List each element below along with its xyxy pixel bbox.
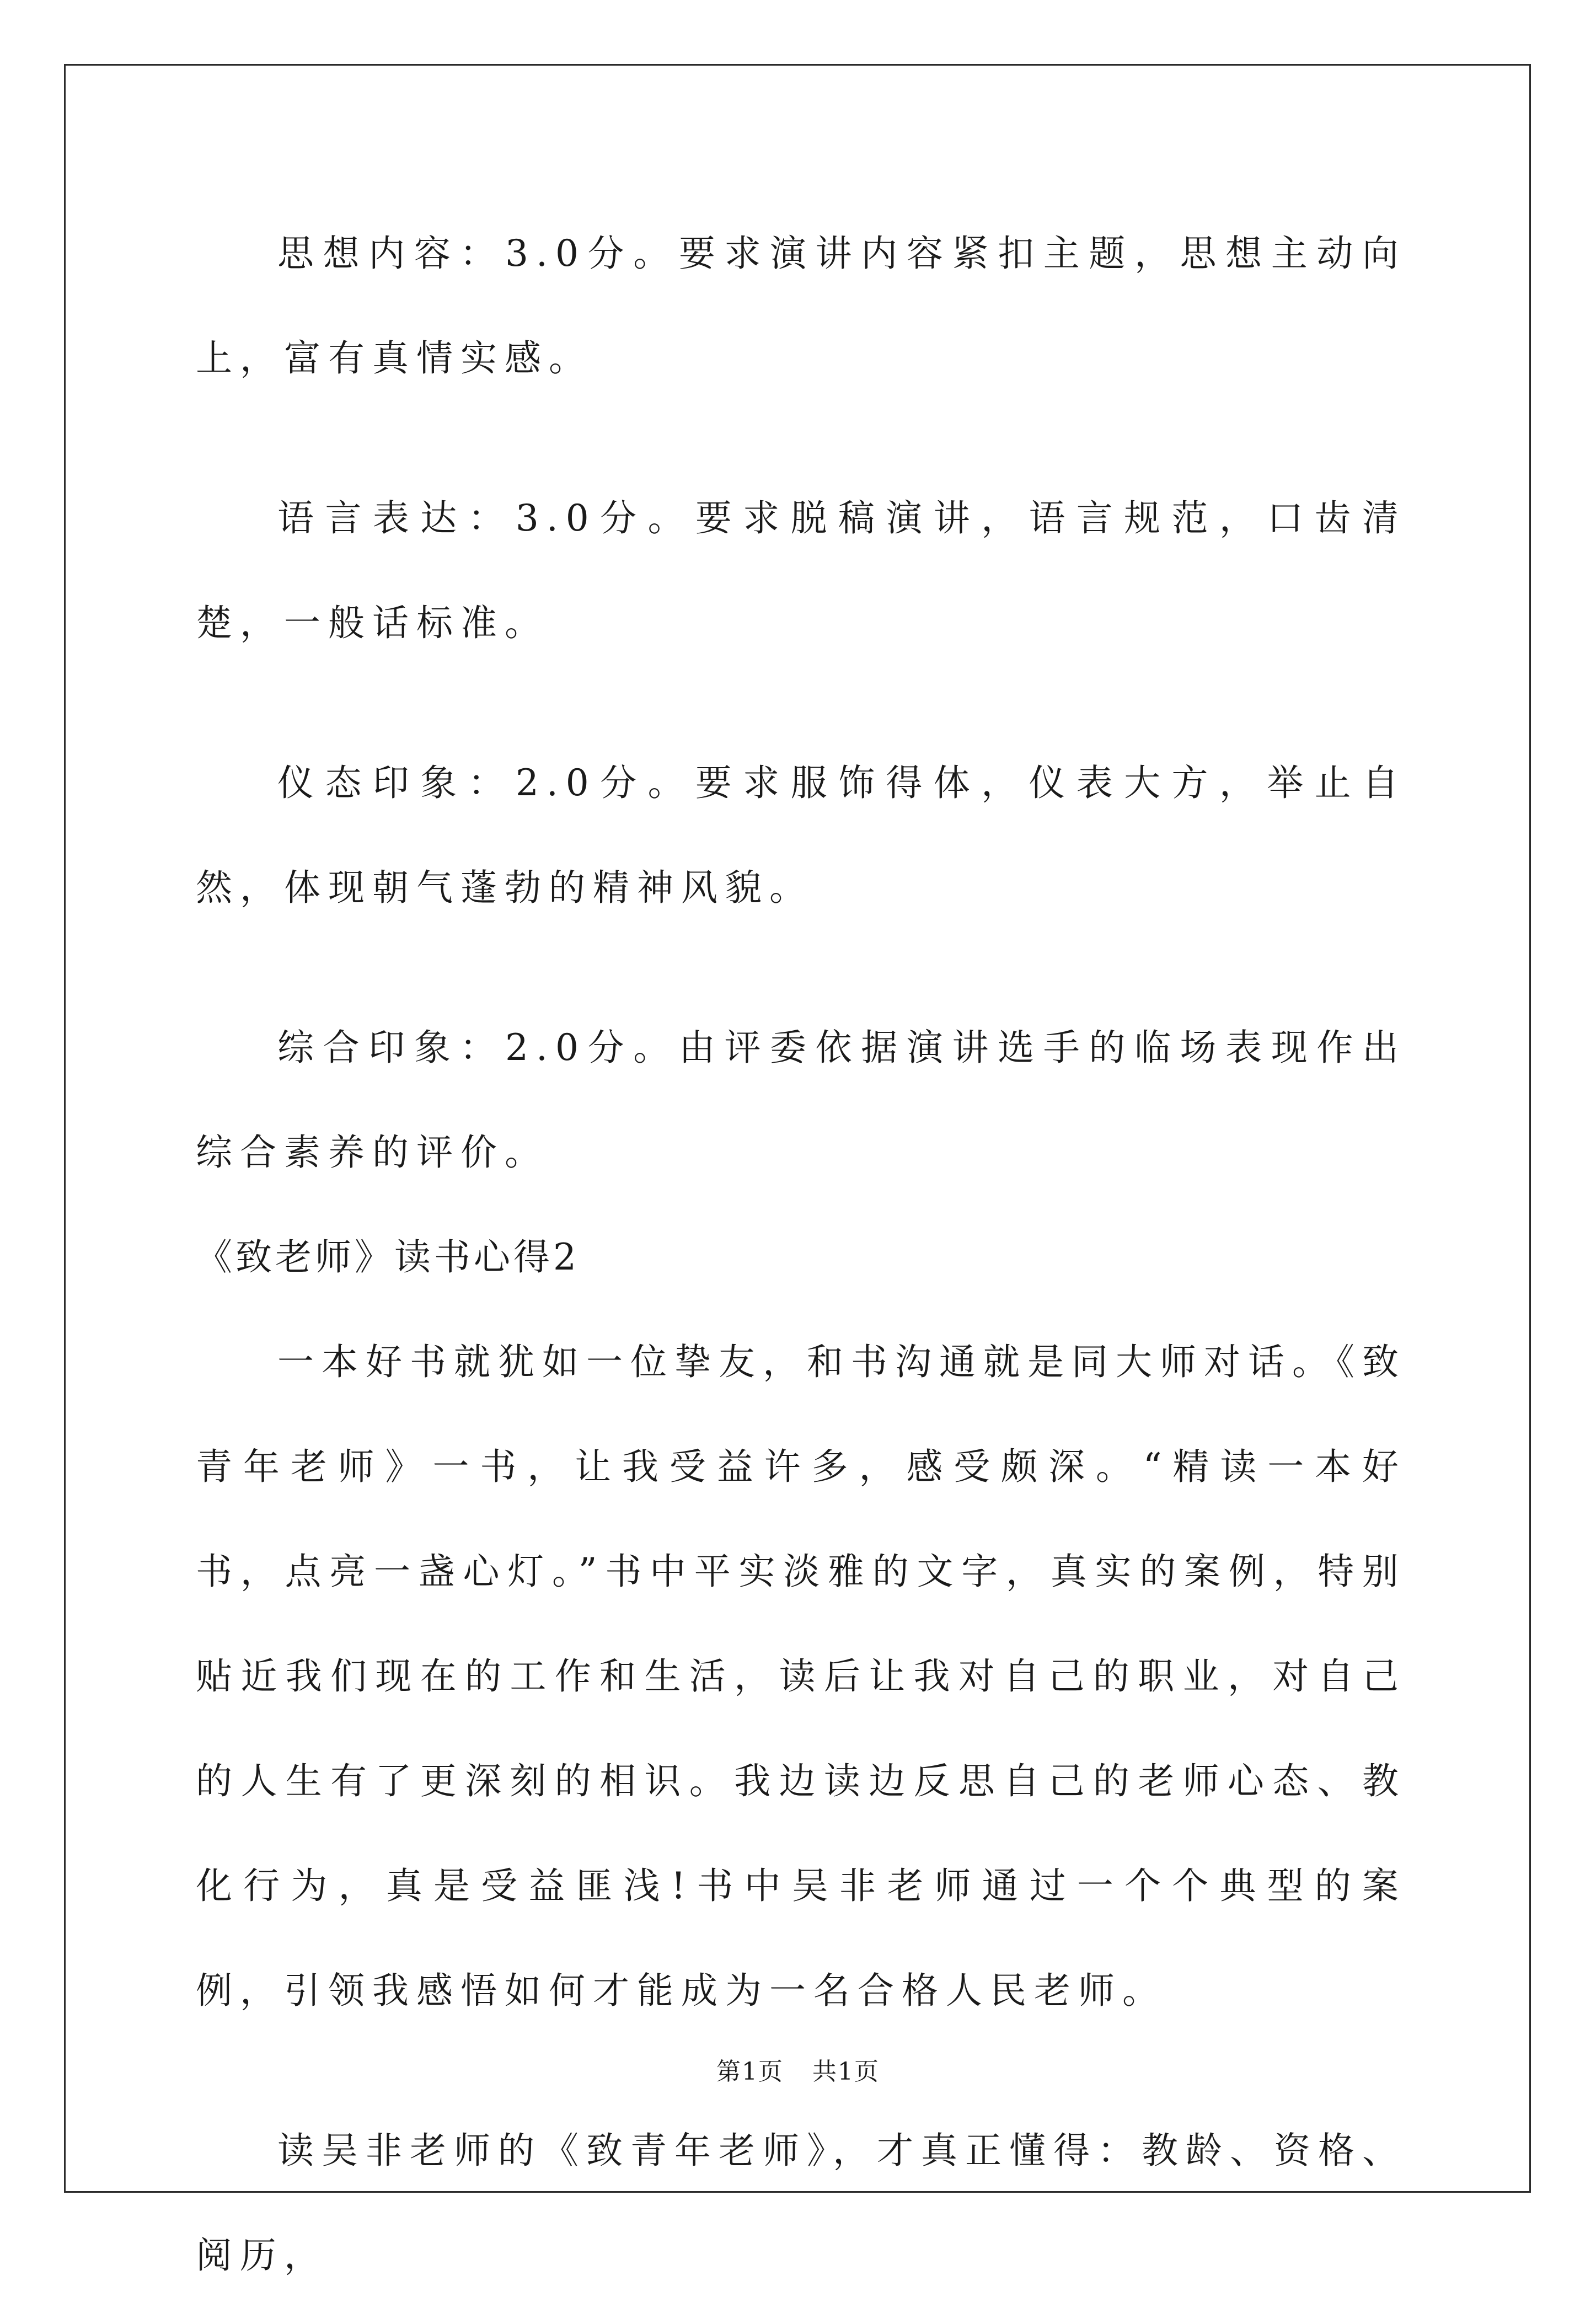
paragraph-overall-criteria: 综合印象：2.0分。由评委依据演讲选手的临场表现作出综合素养的评价。 [196,1026,1406,1174]
paragraph-body-1: 一本好书就犹如一位挚友，和书沟通就是同大师对话。《致青年老师》一书，让我受益许多，感受颇深。“精读一本好书，点亮一盏心灯。”书中平实淡雅的文字，真实的案例，特别贴近我们现在的工作和生活，读后让我对自己的职业，对自己的人生有了更深刻的相识。我边读边反思自己的老师心态、教化行为，真是受益匪浅!书中吴非老师通过一个个典型的案例，引领我感悟如何才能成为一名合格人民老师。 [196,1341,1406,2012]
paragraph-language-criteria: 语言表达：3.0分。要求脱稿演讲，语言规范，口齿清楚，一般话标准。 [196,497,1406,644]
document-body [196,201,1406,2308]
paragraph-body-2: 读吴非老师的《致青年老师》，才真正懂得：教龄、资格、阅历， [196,2129,1406,2277]
paragraph-demeanor-criteria: 仪态印象：2.0分。要求服饰得体，仪表大方，举止自然，体现朝气蓬勃的精神风貌。 [196,762,1406,909]
paragraph-content-criteria: 思想内容：3.0分。要求演讲内容紧扣主题，思想主动向上，富有真情实感。 [196,232,1406,379]
page-footer [0,2052,1596,2087]
section-heading: 《致老师》读书心得2 [196,1236,580,1278]
page-total: 共1页 [812,2058,880,2086]
page-number: 第1页 [716,2058,784,2086]
